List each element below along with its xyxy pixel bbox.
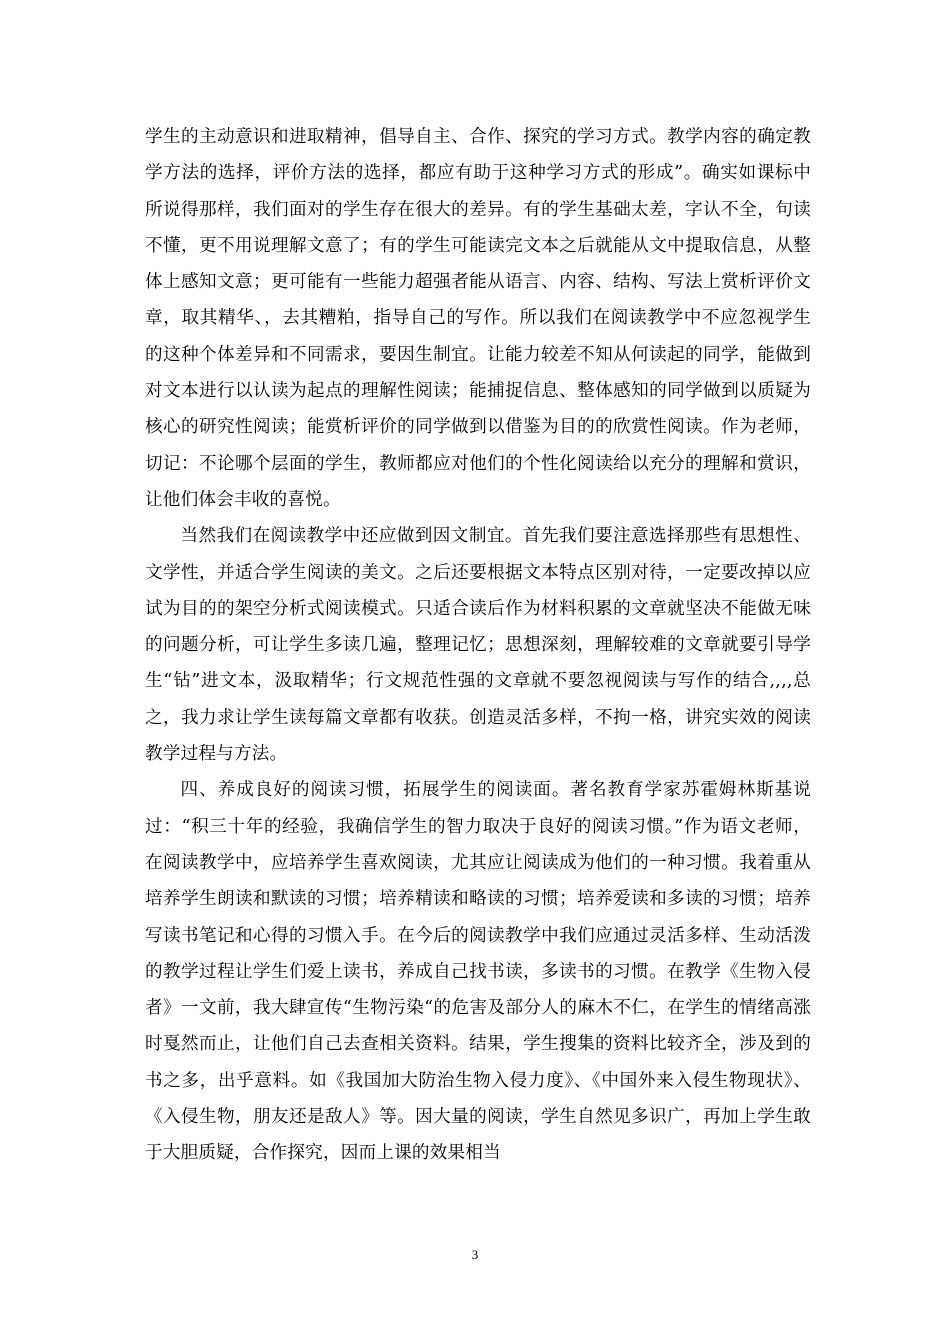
document-body	[145, 119, 811, 1172]
paragraph-text-adaptation: 当然我们在阅读教学中还应做到因文制宜。首先我们要注意选择那些有思想性、文学性，并适合学生阅读的美文。之后还要根据文本特点区别对待，一定要改掉以应试为目的的架空分析式阅读模式。只适合读后作为材料积累的文章就坚决不能做无味的问题分析，可让学生多读几遍，整理记忆；思想深刻，理解较难的文章就要引导学生“钻”进文本，汲取精华；行文规范性强的文章就不要忽视阅读与写作的结合,,,,总之，我力求让学生读每篇文章都有收获。创造灵活多样，不拘一格，讲究实效的阅读教学过程与方法。	[145, 526, 811, 765]
paragraph-continued: 学生的主动意识和进取精神，倡导自主、合作、探究的学习方式。教学内容的确定教学方法的选择，评价方法的选择，都应有助于这种学习方式的形成”。确实如课标中所说得那样，我们面对的学生存在很大的差异。有的学生基础太差，字认不全，句读不懂，更不用说理解文意了；有的学生可能读完文本之后就能从文中提取信息，从整体上感知文意；更可能有一些能力超强者能从语言、内容、结构、写法上赏析评价文章，取其精华、，去其糟粕，指导自己的写作。所以我们在阅读教学中不应忽视学生的这种个体差异和不同需求，要因生制宜。让能力较差不知从何读起的同学，能做到对文本进行以认读为起点的理解性阅读；能捕捉信息、整体感知的同学做到以质疑为核心的研究性阅读；能赏析评价的同学做到以借鉴为目的的欣赏性阅读。作为老师，切记：不论哪个层面的学生，教师都应对他们的个性化阅读给以充分的理解和赏识，让他们体会丰收的喜悦。	[145, 127, 811, 510]
paragraph-reading-habits: 四、养成良好的阅读习惯，拓展学生的阅读面。著名教育学家苏霍姆林斯基说过：“积三十年的经验，我确信学生的智力取决于良好的阅读习惯。”作为语文老师，在阅读教学中，应培养学生喜欢阅读，尤其应让阅读成为他们的一种习惯。我着重从培养学生朗读和默读的习惯；培养精读和略读的习惯；培养爱读和多读的习惯；培养写读书笔记和心得的习惯入手。在今后的阅读教学中我们应通过灵活多样、生动活泼的教学过程让学生们爱上读书，养成自己找书读，多读书的习惯。在教学《生物入侵者》一文前，我大肆宣传“生物污染“的危害及部分人的麻木不仁，在学生的情绪高涨时戛然而止，让他们自己去查相关资料。结果，学生搜集的资料比较齐全，涉及到的书之多，出乎意料。如《我国加大防治生物入侵力度》、《中国外来入侵生物现状》、《入侵生物，朋友还是敌人》等。因大量的阅读，学生自然见多识广，再加上学生敢于大胆质疑，合作探究，因而上课的效果相当	[145, 780, 811, 1164]
page-number: 3	[471, 1247, 479, 1262]
